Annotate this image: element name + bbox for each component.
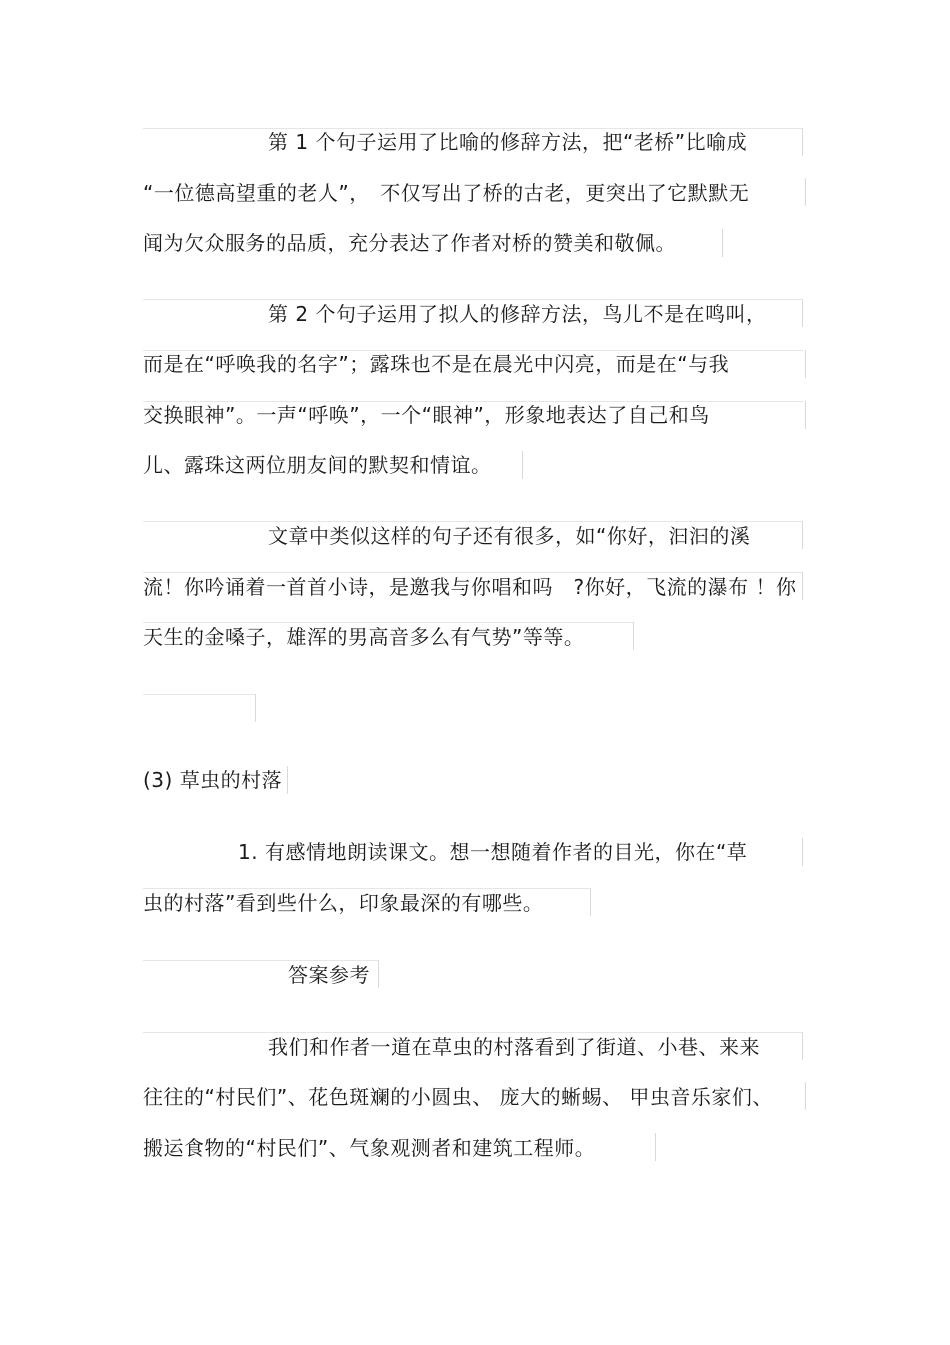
para3-line-3: 天生的金嗓子，雄浑的男高音多么有气势”等等。: [143, 625, 585, 649]
scan-rule: [143, 694, 255, 695]
scan-rule: [802, 521, 803, 549]
scan-rule: [590, 888, 591, 916]
section-heading: (3) 草虫的村落: [143, 768, 283, 792]
scan-rule: [633, 622, 634, 650]
answer-line-2: 往往的“村民们”、花色斑斓的小圆虫、 庞大的蜥蜴、 甲虫音乐家们、: [143, 1085, 773, 1109]
para3-line-2: 流！你吟诵着一首首小诗，是邀我与你唱和吗 ?你好，飞流的瀑布 ！你: [143, 575, 797, 599]
scan-rule: [802, 299, 803, 327]
answer-label: 答案参考: [288, 963, 370, 987]
answer-line-1: 我们和作者一道在草虫的村落看到了街道、小巷、来来: [268, 1035, 760, 1059]
answer-line-3: 搬运食物的“村民们”、气象观测者和建筑工程师。: [143, 1136, 596, 1160]
scan-rule: [802, 572, 803, 600]
scan-rule: [805, 1082, 806, 1110]
scan-rule: [722, 229, 723, 257]
question-line-2: 虫的村落”看到些什么，印象最深的有哪些。: [143, 891, 544, 915]
para2-line-2: 而是在“呼唤我的名字”；露珠也不是在晨光中闪亮，而是在“与我: [143, 352, 730, 376]
para2-line-3: 交换眼神”。一声“呼唤”，一个“眼神”，形象地表达了自己和鸟: [143, 403, 710, 427]
question-line-1: 1. 有感情地朗读课文。想一想随着作者的目光，你在“草: [238, 840, 748, 864]
para1-line-2: “一位德高望重的老人”， 不仅写出了桥的古老，更突出了它默默无: [143, 181, 750, 205]
para1-line-3: 闻为欠众服务的品质，充分表达了作者对桥的赞美和敬佩。: [143, 231, 676, 255]
scan-rule: [805, 350, 806, 378]
scan-rule: [805, 178, 806, 206]
para3-line-1: 文章中类似这样的句子还有很多，如“你好，汩汩的溪: [268, 524, 751, 548]
scan-rule: [287, 766, 288, 794]
scan-rule: [378, 960, 379, 988]
scan-rule: [802, 128, 803, 156]
para2-line-1: 第 2 个句子运用了拟人的修辞方法，鸟儿不是在鸣叫，: [268, 302, 767, 326]
scan-rule: [655, 1133, 656, 1161]
scan-rule: [255, 694, 256, 722]
scan-rule: [522, 451, 523, 479]
scan-rule: [802, 838, 803, 866]
scan-rule: [802, 1032, 803, 1060]
para2-line-4: 儿、露珠这两位朋友间的默契和情谊。: [143, 453, 492, 477]
scan-rule: [805, 401, 806, 429]
para1-line-1: 第 1 个句子运用了比喻的修辞方法，把“老桥”比喻成: [268, 130, 748, 154]
